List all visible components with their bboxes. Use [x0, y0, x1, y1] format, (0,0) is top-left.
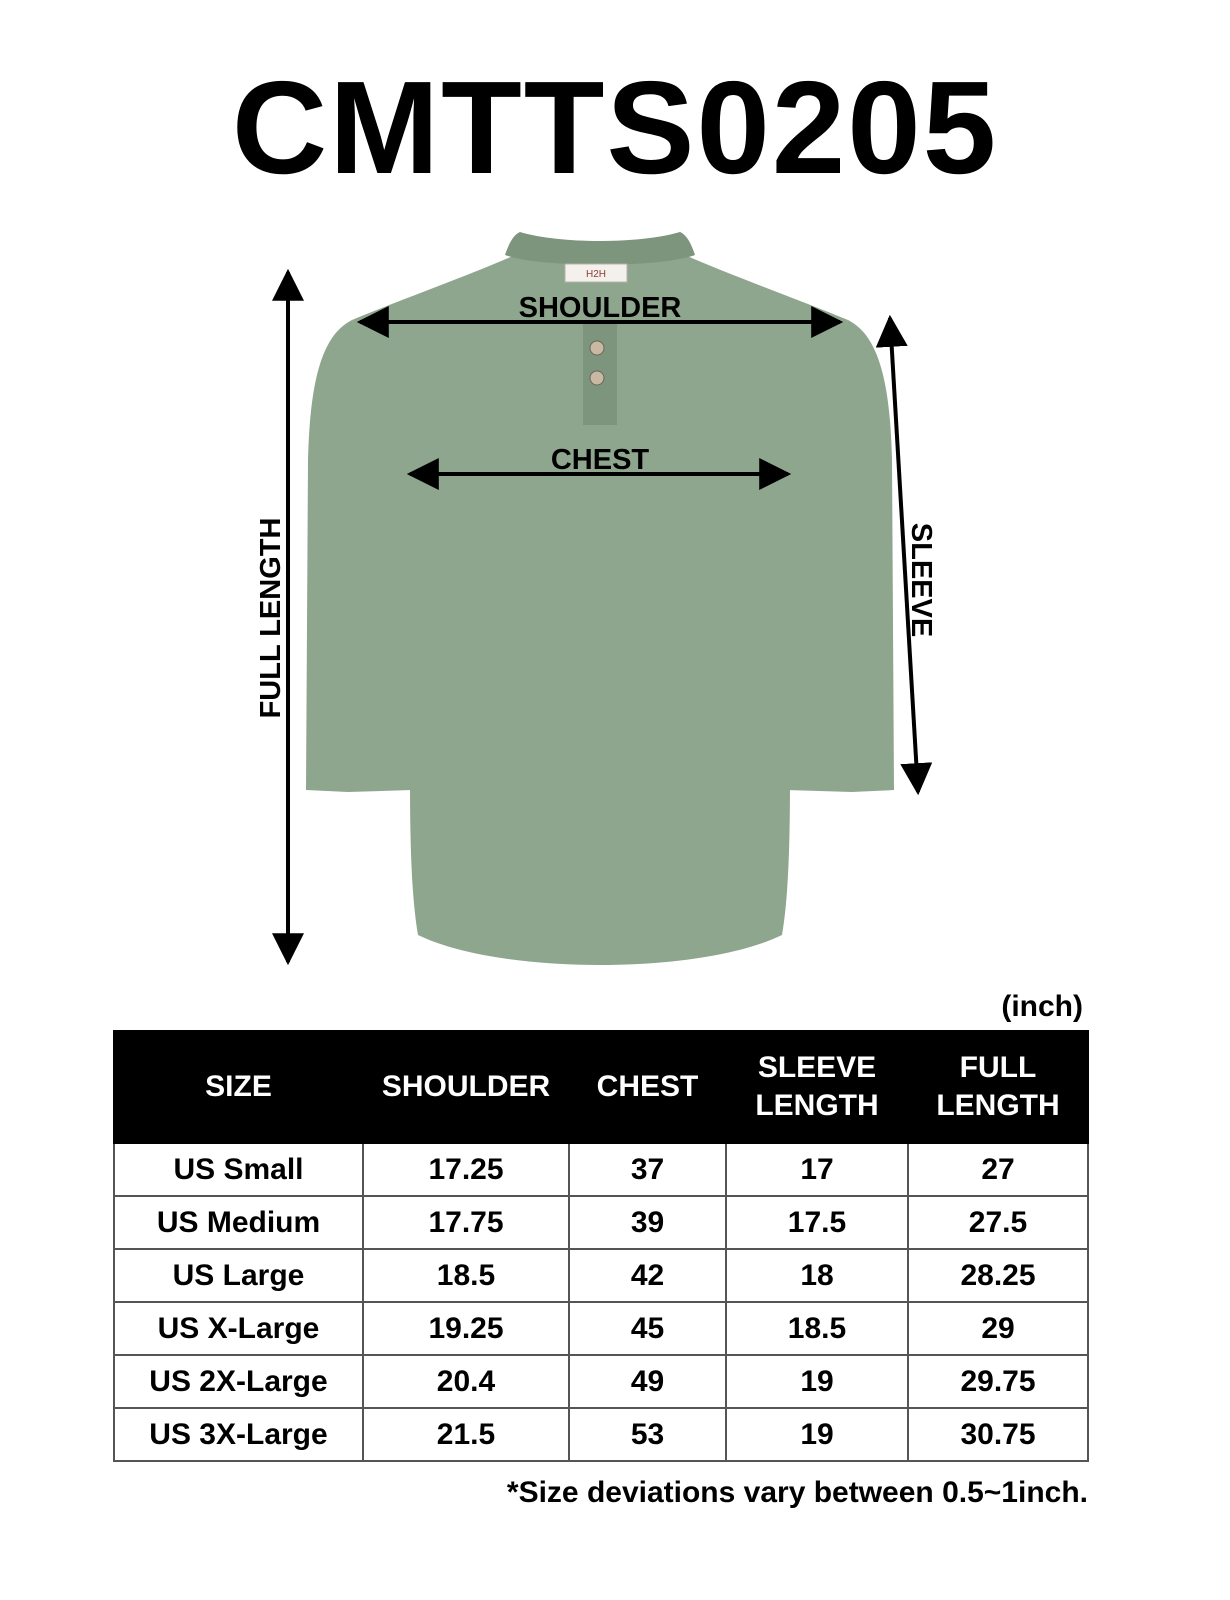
header-size: SIZE [114, 1031, 363, 1143]
cell-shoulder: 17.25 [363, 1143, 569, 1196]
cell-shoulder: 17.75 [363, 1196, 569, 1249]
header-shoulder: SHOULDER [363, 1031, 569, 1143]
cell-full-length: 28.25 [908, 1249, 1088, 1302]
cell-chest: 45 [569, 1302, 726, 1355]
header-sleeve-line2: LENGTH [755, 1089, 879, 1122]
cell-sleeve: 17 [726, 1143, 908, 1196]
button-top-icon [590, 341, 604, 355]
size-chart-table [113, 1030, 1089, 1462]
cell-full-length: 29 [908, 1302, 1088, 1355]
cell-full-length: 27.5 [908, 1196, 1088, 1249]
table-row [114, 1143, 1088, 1196]
cell-sleeve: 19 [726, 1355, 908, 1408]
cell-chest: 39 [569, 1196, 726, 1249]
cell-full-length: 29.75 [908, 1355, 1088, 1408]
full-length-label: FULL LENGTH [255, 517, 287, 719]
cell-size: US X-Large [114, 1302, 363, 1355]
cell-full-length: 30.75 [908, 1408, 1088, 1461]
table-header-row [114, 1031, 1088, 1143]
cell-shoulder: 19.25 [363, 1302, 569, 1355]
cell-size: US Small [114, 1143, 363, 1196]
cell-sleeve: 18.5 [726, 1302, 908, 1355]
cell-shoulder: 18.5 [363, 1249, 569, 1302]
header-full-line2: LENGTH [936, 1089, 1060, 1122]
cell-chest: 49 [569, 1355, 726, 1408]
header-sleeve-length [726, 1031, 908, 1143]
table-row [114, 1196, 1088, 1249]
table-row [114, 1355, 1088, 1408]
cell-size: US Large [114, 1249, 363, 1302]
table-row [114, 1249, 1088, 1302]
product-code-title: CMTTS0205 [231, 54, 999, 201]
table-row [114, 1302, 1088, 1355]
cell-shoulder: 20.4 [363, 1355, 569, 1408]
chest-label: CHEST [550, 444, 650, 476]
shirt-illustration [306, 232, 894, 965]
table-row [114, 1408, 1088, 1461]
cell-size: US 3X-Large [114, 1408, 363, 1461]
sleeve-label: SLEEVE [905, 522, 937, 638]
shoulder-label: SHOULDER [518, 292, 682, 324]
cell-size: US 2X-Large [114, 1355, 363, 1408]
cell-size: US Medium [114, 1196, 363, 1249]
cell-full-length: 27 [908, 1143, 1088, 1196]
cell-shoulder: 21.5 [363, 1408, 569, 1461]
cell-chest: 37 [569, 1143, 726, 1196]
collar [505, 232, 695, 265]
header-chest: CHEST [569, 1031, 726, 1143]
cell-sleeve: 19 [726, 1408, 908, 1461]
header-sleeve-line1: SLEEVE [757, 1051, 877, 1084]
cell-chest: 53 [569, 1408, 726, 1461]
size-deviation-note: *Size deviations vary between 0.5~1inch. [506, 1476, 1088, 1509]
cell-sleeve: 18 [726, 1249, 908, 1302]
cell-sleeve: 17.5 [726, 1196, 908, 1249]
header-full-line1: FULL [959, 1051, 1037, 1084]
button-bottom-icon [590, 371, 604, 385]
cell-chest: 42 [569, 1249, 726, 1302]
header-full-length [908, 1031, 1088, 1143]
neck-tag-text: H2H [585, 269, 607, 280]
unit-label: (inch) [1001, 990, 1083, 1023]
